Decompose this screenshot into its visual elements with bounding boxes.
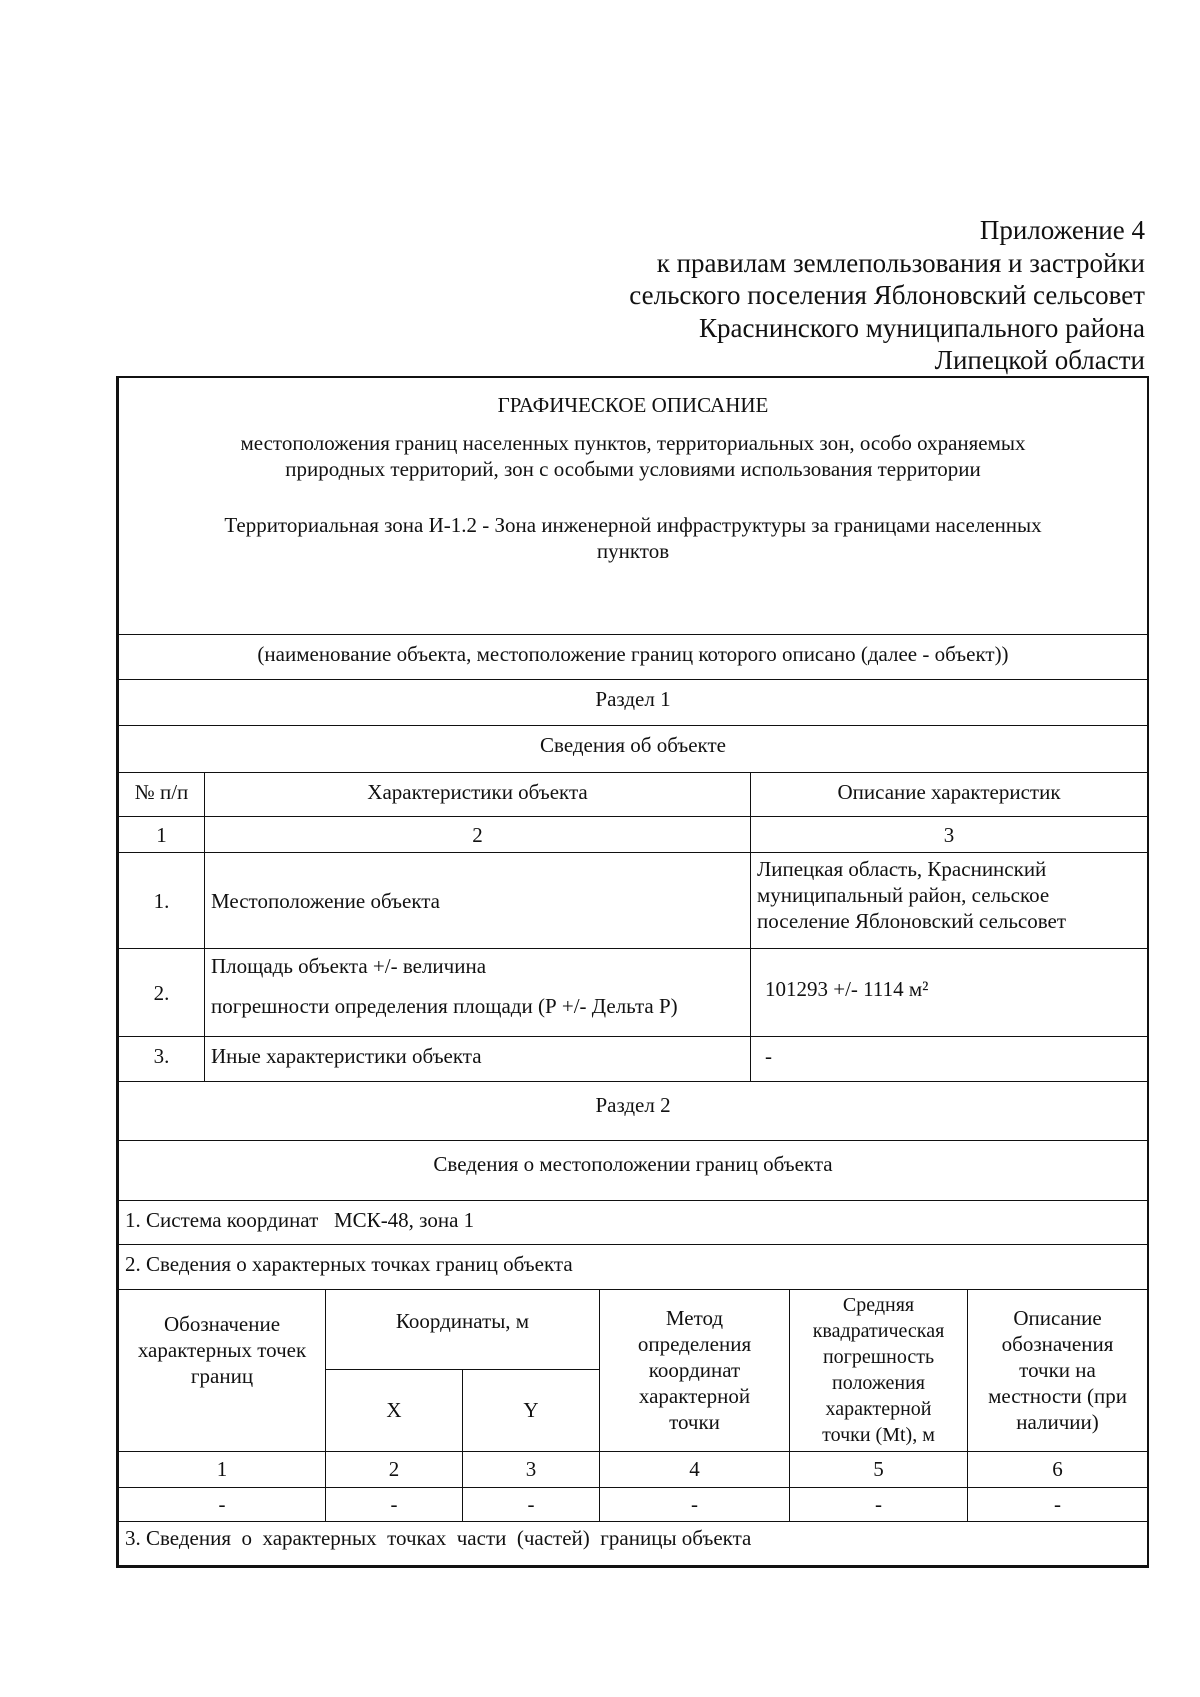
header-line: точки на (1019, 1358, 1096, 1382)
header-line: квадратическая (812, 1320, 945, 1342)
cell-value: - (790, 1487, 968, 1521)
column-number: 4 (600, 1451, 790, 1487)
characteristic-name (205, 949, 751, 1037)
header-line: Обозначение (163, 1312, 281, 1336)
zone-line: Территориальная зона И-1.2 - Зона инженерной инфраструктуры за границами населенных (224, 513, 1042, 537)
table-row (119, 949, 1148, 1037)
value-line: поселение Яблоновский сельсовет (757, 909, 1067, 933)
header-line: Средняя (842, 1294, 915, 1316)
header-line: точки (Mt), м (822, 1424, 935, 1446)
table-header: Описание характеристик (751, 773, 1148, 817)
section1-title: Раздел 1 (119, 680, 1148, 726)
table-row (119, 1487, 1148, 1521)
column-number: 1 (119, 817, 205, 853)
section2-table (118, 1082, 1148, 1566)
characteristic-name: Местоположение объекта (205, 853, 751, 949)
header-line: точки (669, 1410, 720, 1434)
header-line: Липецкой области (934, 345, 1145, 375)
parts-title: 3. Сведения о характерных точках части (частей) границы объекта (119, 1521, 1148, 1565)
cell-value: - (463, 1487, 600, 1521)
column-number: 6 (968, 1451, 1148, 1487)
characteristic-value (751, 853, 1148, 949)
column-number: 2 (205, 817, 751, 853)
subtitle-line: природных территорий, зон с особыми условиями использования территории (285, 457, 981, 481)
row-number: 2. (119, 949, 205, 1037)
section1-table (118, 378, 1148, 1082)
table-row (119, 853, 1148, 949)
header-line: характерных точек (137, 1338, 307, 1362)
header-line: погрешность (822, 1346, 935, 1368)
object-caption: (наименование объекта, местоположение границ которого описано (далее - объект)) (119, 635, 1148, 680)
table-header: № п/п (119, 773, 205, 817)
name-line: Площадь объекта +/- величина (211, 954, 487, 978)
header-line: наличии) (1016, 1410, 1099, 1434)
row-number: 3. (119, 1037, 205, 1082)
characteristic-name: Иные характеристики объекта (205, 1037, 751, 1082)
section1-subtitle: Сведения об объекте (119, 726, 1148, 773)
subtitle-line: местоположения границ населенных пунктов, территориальных зон, особо охраняемых (240, 431, 1026, 455)
column-number: 3 (751, 817, 1148, 853)
section2-subtitle: Сведения о местоположении границ объекта (119, 1140, 1148, 1200)
table-header: Характеристики объекта (205, 773, 751, 817)
header-line: координат (648, 1358, 741, 1382)
cell-value: - (600, 1487, 790, 1521)
col-header-coordinates: Координаты, м (326, 1289, 600, 1369)
column-number: 5 (790, 1451, 968, 1487)
col-header-x: X (326, 1369, 463, 1451)
cell-value: - (968, 1487, 1148, 1521)
header-line: к правилам землепользования и застройки (656, 247, 1145, 278)
page-title: ГРАФИЧЕСКОЕ ОПИСАНИЕ (497, 393, 769, 417)
table-row (119, 1037, 1148, 1082)
header-line: характерной (638, 1384, 751, 1408)
value-line: Липецкая область, Краснинский (757, 857, 1047, 881)
col-header-error (790, 1289, 968, 1451)
header-line: сельского поселения Яблоновский сельсовет (629, 280, 1145, 310)
col-header-points (119, 1289, 326, 1451)
name-line: погрешности определения площади (Р +/- Дельта Р) (211, 994, 678, 1018)
points-title: 2. Сведения о характерных точках границ объекта (119, 1244, 1148, 1289)
zone-line: пунктов (596, 539, 670, 563)
header-line: Описание (1013, 1306, 1102, 1330)
cell-value: - (119, 1487, 326, 1521)
header-line: обозначения (1001, 1332, 1114, 1356)
cell-value: - (326, 1487, 463, 1521)
header-line: положения (832, 1372, 925, 1394)
value-line: муниципальный район, сельское (757, 883, 1050, 907)
col-header-method (600, 1289, 790, 1451)
column-number: 2 (326, 1451, 463, 1487)
header-line: определения (637, 1332, 752, 1356)
col-header-y: Y (463, 1369, 600, 1451)
col-header-description (968, 1289, 1148, 1451)
column-number: 3 (463, 1451, 600, 1487)
column-number: 1 (119, 1451, 326, 1487)
section2-title: Раздел 2 (119, 1082, 1148, 1140)
header-line: местности (при (988, 1384, 1127, 1408)
header-line: границ (190, 1364, 254, 1388)
row-number: 1. (119, 853, 205, 949)
document-frame (116, 376, 1149, 1568)
characteristic-value: 101293 +/- 1114 м² (751, 949, 1148, 1037)
header-line: характерной (825, 1398, 932, 1420)
header-line: Метод (665, 1306, 724, 1330)
header-line: Приложение 4 (979, 215, 1145, 245)
document-header (445, 214, 1145, 377)
coordinate-system: 1. Система координат МСК-48, зона 1 (119, 1200, 1148, 1244)
title-block (119, 378, 1148, 635)
characteristic-value: - (751, 1037, 1148, 1082)
header-line: Краснинского муниципального района (698, 312, 1145, 343)
